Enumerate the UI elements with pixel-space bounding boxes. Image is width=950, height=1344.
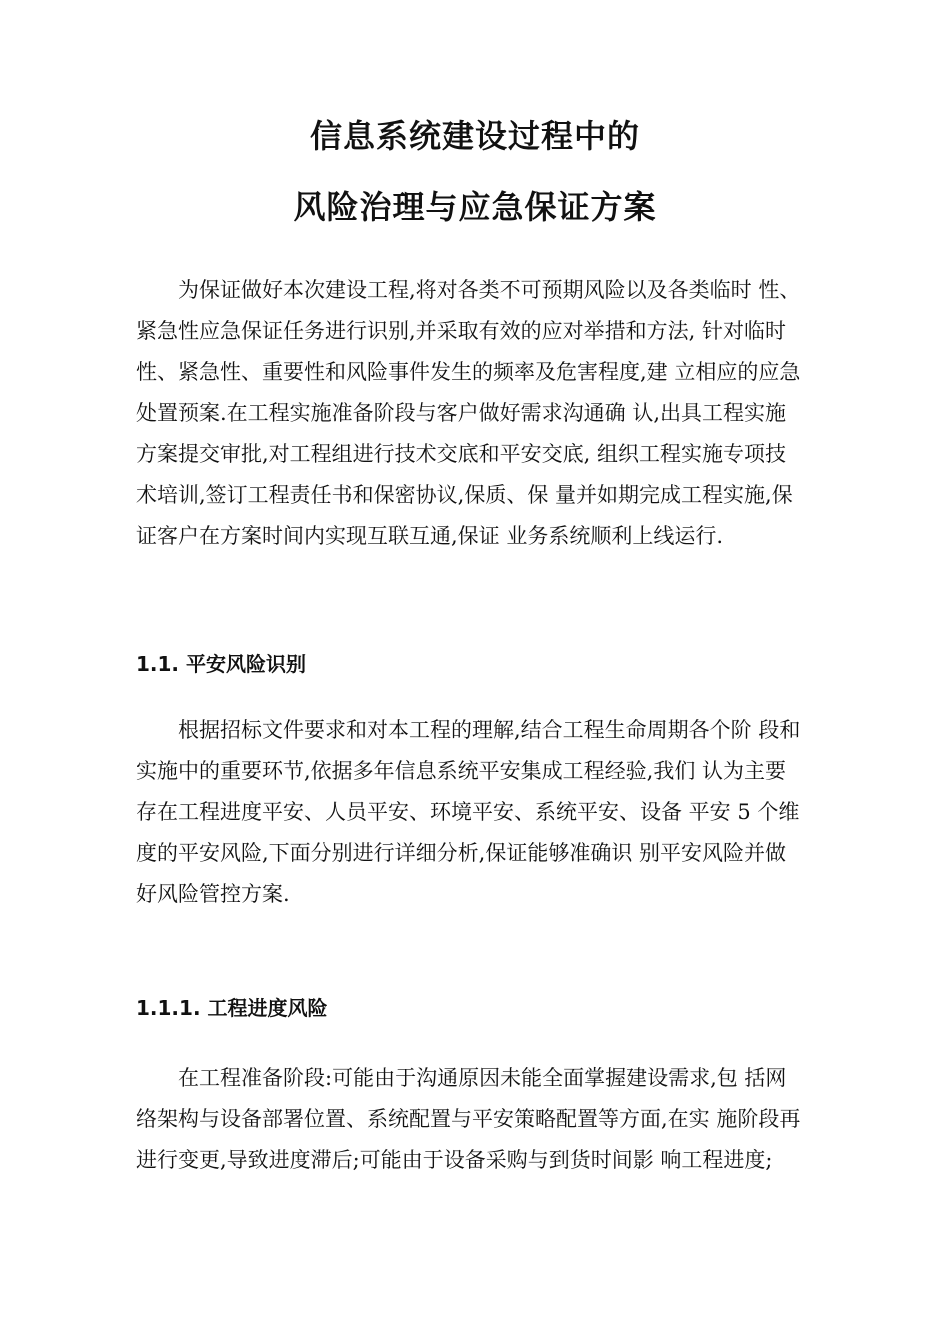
text-line: 方案提交审批,对工程组进行技术交底和平安交底, 组织工程实施专项技 — [136, 442, 787, 466]
text-line: 性、紧急性、重要性和风险事件发生的频率及危害程度,建 立相应的应急 — [136, 360, 801, 384]
section-1-1-paragraph — [136, 710, 860, 915]
text-line: 度的平安风险,下面分别进行详细分析,保证能够准确识 别平安风险并做 — [136, 841, 787, 865]
text-line: 为保证做好本次建设工程,将对各类不可预期风险以及各类临时 性、 — [178, 278, 801, 302]
text-line: 证客户在方案时间内实现互联互通,保证 业务系统顺利上线运行. — [136, 524, 724, 548]
text-line: 术培训,签订工程责任书和保密协议,保质、保 量并如期完成工程实施,保 — [136, 483, 793, 507]
section-heading-1-1: 1.1. 平安风险识别 — [136, 652, 306, 676]
document-title-line-1: 信息系统建设过程中的 — [309, 117, 640, 155]
intro-paragraph — [136, 270, 860, 557]
text-line: 在工程准备阶段:可能由于沟通原因未能全面掌握建设需求,包 括网 — [178, 1066, 787, 1090]
text-line: 存在工程进度平安、人员平安、环境平安、系统平安、设备 平安 5 个维 — [136, 800, 800, 824]
text-line: 紧急性应急保证任务进行识别,并采取有效的应对举措和方法, 针对临时 — [136, 319, 787, 343]
section-1-1-1-paragraph — [136, 1058, 860, 1181]
text-line: 进行变更,导致进度滞后;可能由于设备采购与到货时间影 响工程进度; — [136, 1148, 773, 1172]
text-line: 根据招标文件要求和对本工程的理解,结合工程生命周期各个阶 段和 — [178, 718, 801, 742]
document-title-line-2: 风险治理与应急保证方案 — [293, 188, 657, 226]
text-line: 络架构与设备部署位置、系统配置与平安策略配置等方面,在实 施阶段再 — [136, 1107, 801, 1131]
text-line: 好风险管控方案. — [136, 882, 290, 906]
text-line: 实施中的重要环节,依据多年信息系统平安集成工程经验,我们 认为主要 — [136, 759, 787, 783]
section-heading-1-1-1: 1.1.1. 工程进度风险 — [136, 996, 328, 1020]
text-line: 处置预案.在工程实施准备阶段与客户做好需求沟通确 认,出具工程实施 — [136, 401, 787, 425]
